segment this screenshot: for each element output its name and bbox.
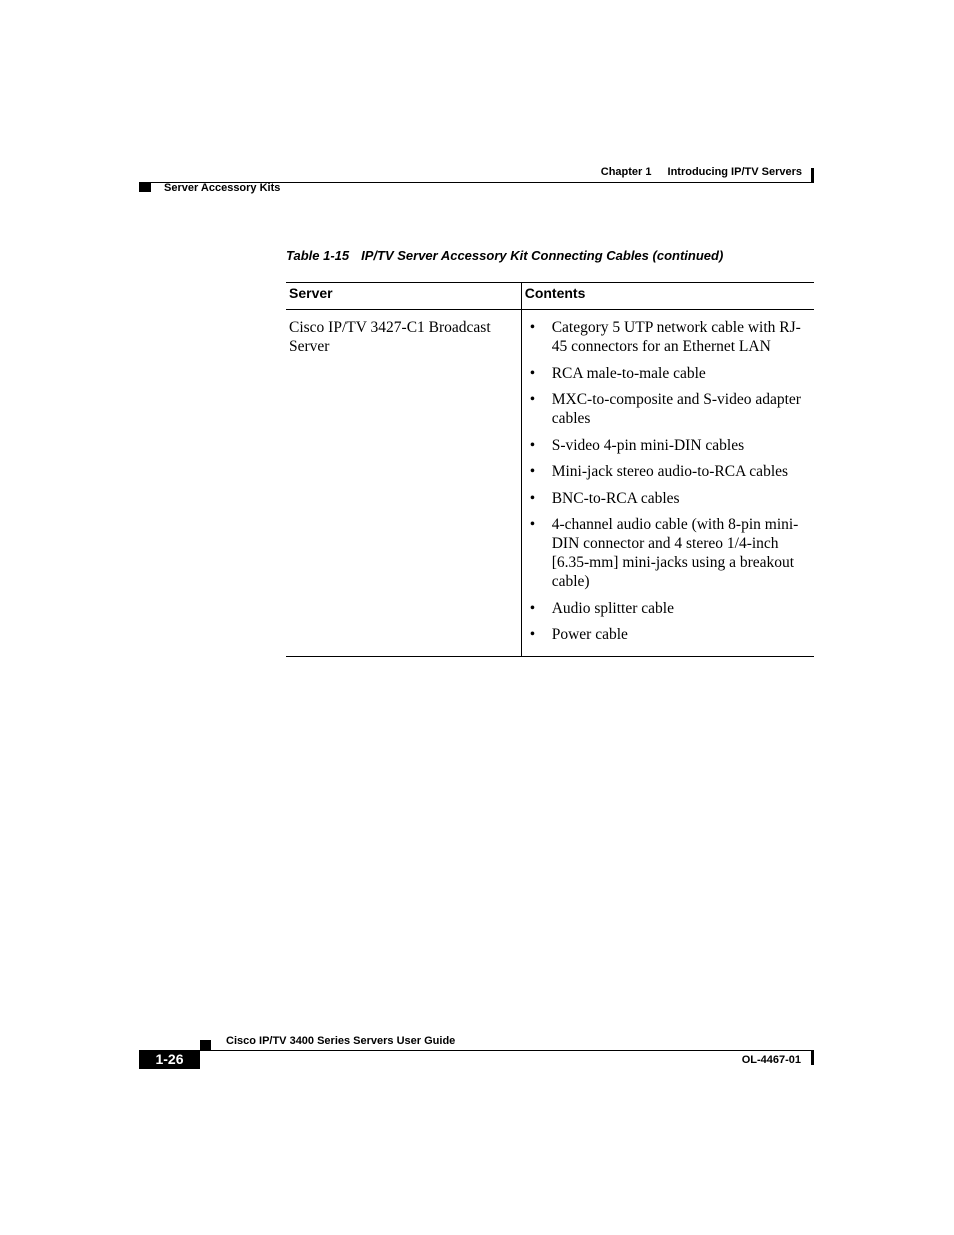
table-header-row [286,283,814,310]
bullet-icon: • [529,599,536,617]
list-item [522,515,806,591]
list-item-text: MXC-to-composite and S-video adapter cables [551,391,801,427]
chapter-label: Chapter 1 [600,166,652,178]
list-item [522,462,806,481]
list-item [522,625,806,644]
column-header-server: Server [286,283,521,310]
chapter-title: Introducing IP/TV Servers [667,166,802,178]
table-row [286,310,814,657]
footer-doc-number: OL-4467-01 [741,1054,801,1066]
table-caption-title: IP/TV Server Accessory Kit Connecting Cables (continued) [361,248,724,263]
bullet-icon: • [529,489,536,507]
bullet-icon: • [529,364,536,382]
list-item [522,318,806,356]
table-caption-number: Table 1-15 [286,248,350,263]
footer-rule [139,1050,814,1051]
list-item-text: Power cable [551,626,628,643]
running-header-section: Server Accessory Kits [164,182,281,194]
server-cell: Cisco IP/TV 3427-C1 Broadcast Server [286,310,521,657]
header-edge-bar [811,168,814,183]
bullet-icon: • [529,463,536,480]
page-number: 1-26 [139,1050,200,1069]
table-caption [286,248,723,263]
list-item-text: S-video 4-pin mini-DIN cables [551,436,745,454]
list-item-text: Mini-jack stereo audio-to-RCA cables [551,463,789,480]
footer-edge-bar [811,1050,814,1065]
list-item-text: RCA male-to-male cable [551,364,706,382]
list-item-text: 4-channel audio cable (with 8-pin mini-DIN connector and 4 stereo 1/4-inch [6.35-mm] mini-jacks using a breakout cable) [551,516,799,590]
bullet-icon: • [529,516,536,533]
bullet-icon: • [529,319,536,336]
list-item [522,390,806,428]
list-item [522,364,806,383]
list-item-text: Category 5 UTP network cable with RJ-45 connectors for an Ethernet LAN [551,319,801,355]
list-item [522,489,806,508]
list-item-text: BNC-to-RCA cables [551,489,680,507]
accessory-kit-table [286,282,814,657]
list-item [522,436,806,455]
bullet-icon: • [529,391,536,408]
list-item-text: Audio splitter cable [551,599,674,617]
bullet-icon: • [529,626,536,643]
contents-cell [521,310,814,657]
column-header-contents: Contents [521,283,814,310]
list-item [522,599,806,618]
footer-guide-title: Cisco IP/TV 3400 Series Servers User Guide [226,1035,456,1047]
header-section-marker [139,183,151,192]
running-header-chapter [560,166,802,178]
contents-list [522,318,806,644]
footer-marker [200,1040,211,1050]
bullet-icon: • [529,436,536,454]
